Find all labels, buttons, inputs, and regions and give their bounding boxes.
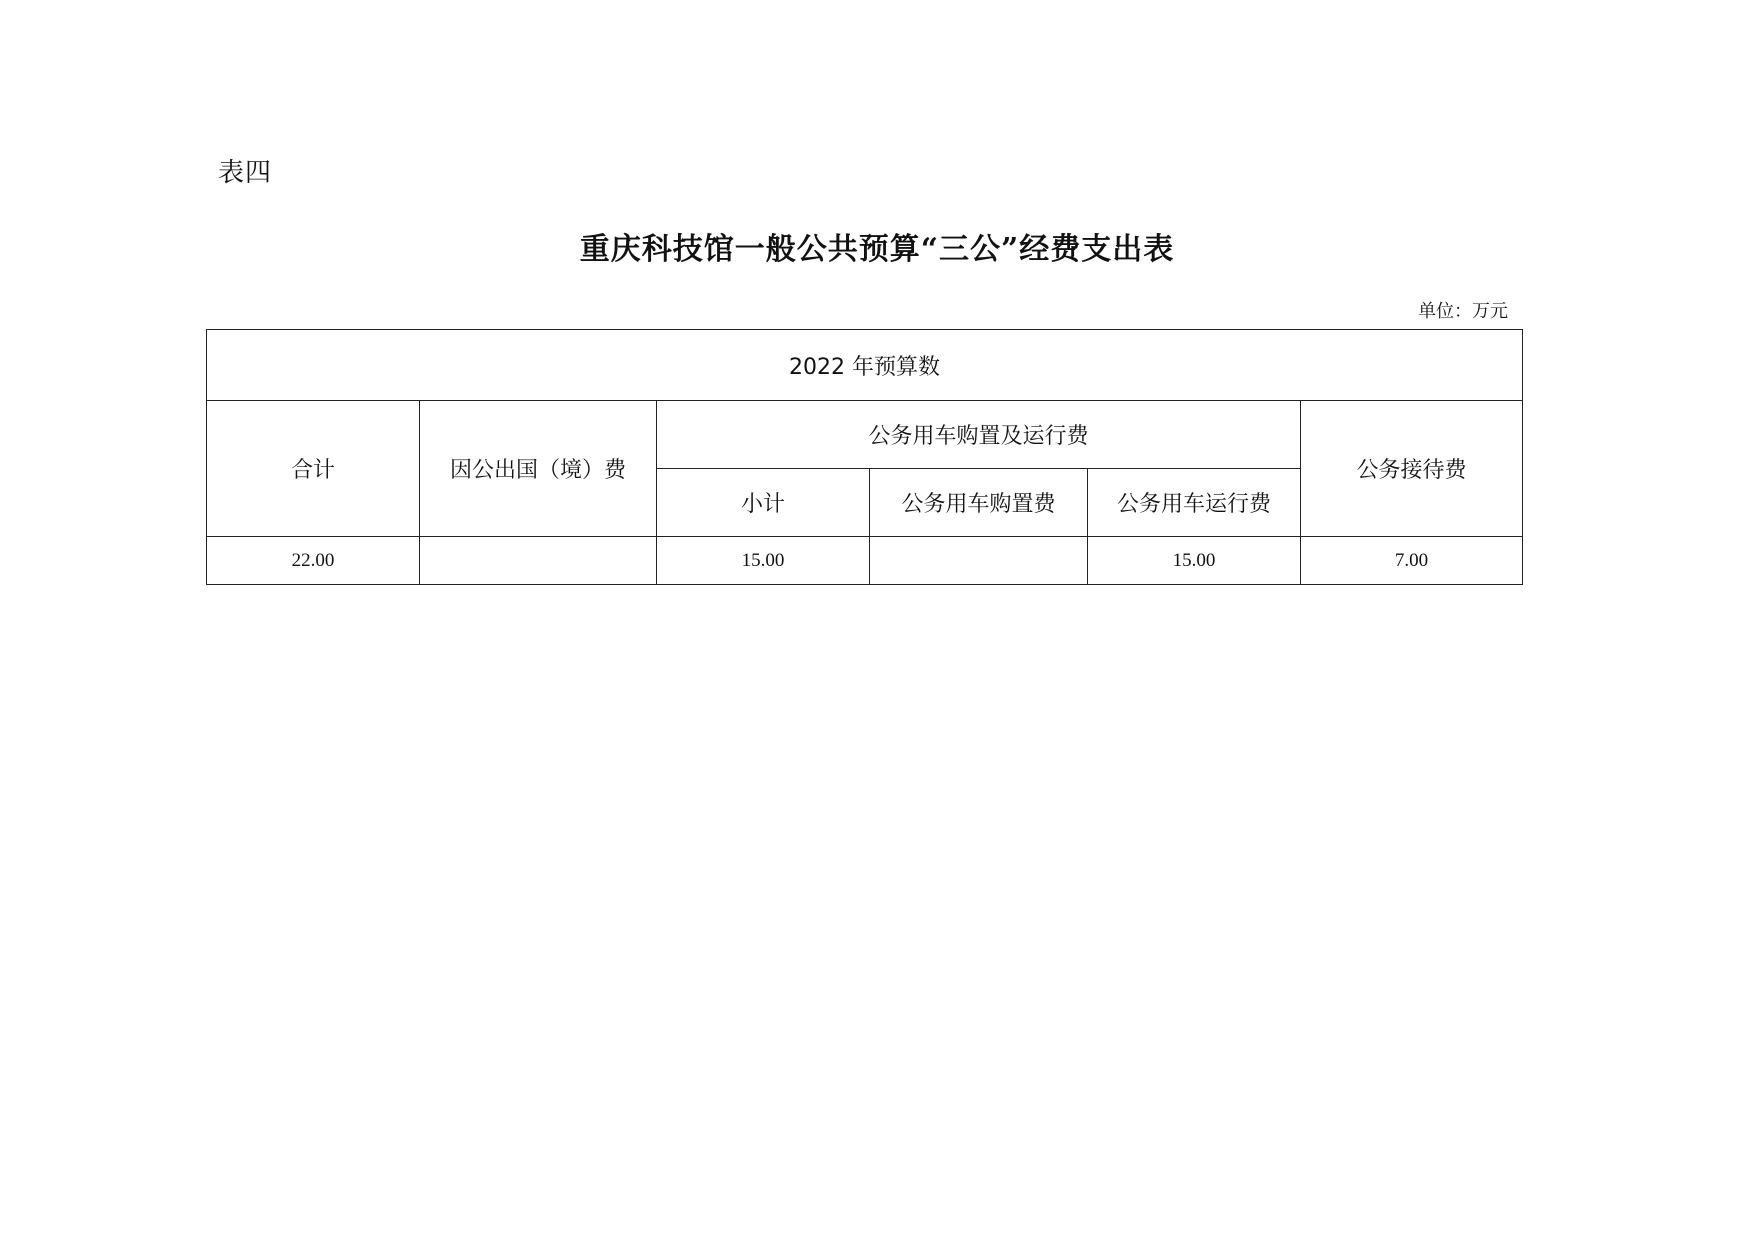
cell-overseas bbox=[420, 537, 657, 585]
cell-vehicle-purchase bbox=[870, 537, 1088, 585]
page-title: 重庆科技馆一般公共预算“三公”经费支出表 bbox=[579, 232, 1175, 267]
budget-table bbox=[206, 329, 1523, 585]
table-label: 表四 bbox=[218, 158, 273, 188]
cell-total: 22.00 bbox=[207, 537, 420, 585]
table-header-row-group bbox=[207, 401, 1523, 469]
header-vehicle-operation: 公务用车运行费 bbox=[1088, 469, 1301, 537]
header-subtotal: 小计 bbox=[657, 469, 870, 537]
header-reception: 公务接待费 bbox=[1301, 401, 1523, 537]
header-total: 合计 bbox=[207, 401, 420, 537]
cell-vehicle-operation: 15.00 bbox=[1088, 537, 1301, 585]
unit-note: 单位：万元 bbox=[1418, 301, 1508, 322]
table-header-row-year bbox=[207, 330, 1523, 401]
year-header-cell: 2022 年预算数 bbox=[207, 330, 1523, 401]
header-vehicle-group: 公务用车购置及运行费 bbox=[657, 401, 1301, 469]
header-overseas: 因公出国（境）费 bbox=[420, 401, 657, 537]
table-row bbox=[207, 537, 1523, 585]
header-vehicle-purchase: 公务用车购置费 bbox=[870, 469, 1088, 537]
cell-subtotal: 15.00 bbox=[657, 537, 870, 585]
cell-reception: 7.00 bbox=[1301, 537, 1523, 585]
